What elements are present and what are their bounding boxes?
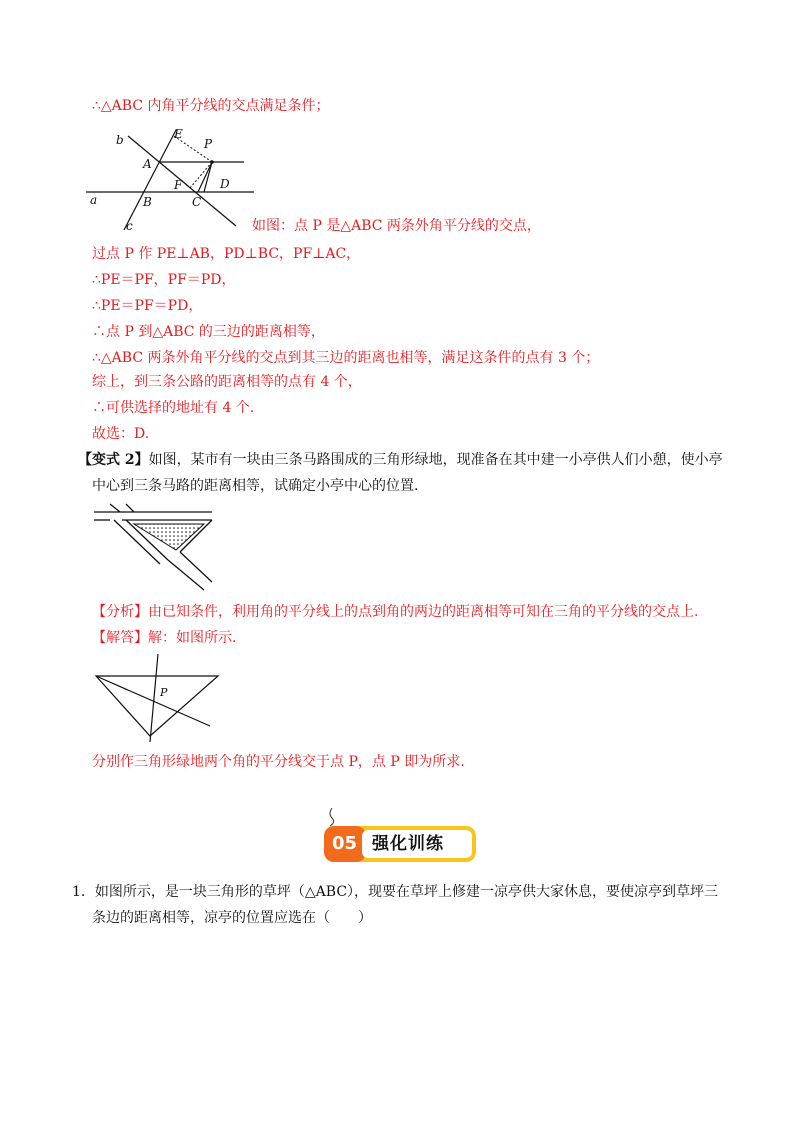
label-d: D (220, 177, 230, 191)
section-banner (322, 808, 478, 864)
solution-line-6: ∴点 P 到△ABC 的三边的距离相等， (92, 324, 325, 340)
solution-line-5: ∴PE＝PF＝PD， (92, 298, 203, 314)
figure-triangle-bisectors (92, 652, 224, 744)
label-f: F (174, 178, 183, 192)
answer-line: 故选：D. (92, 426, 150, 442)
banner-title: 强化训练 (372, 834, 444, 854)
label-a-line: a (90, 193, 98, 207)
figure-roads-triangle (92, 502, 220, 594)
solution-line-7: ∴△ABC 两条外角平分线的交点到其三边的距离也相等，满足这条件的点有 3 个； (92, 350, 600, 366)
solution-line-9: ∴可供选择的地址有 4 个. (92, 400, 255, 416)
exercise-1-line-1: 1．如图所示，是一块三角形的草坪（△ABC），现要在草坪上修建一凉亭供大家休息，要使凉亭到草坪三 (72, 884, 719, 900)
label-p: P (204, 137, 213, 151)
label-b-point: B (143, 195, 152, 209)
bisector-diagonal (96, 676, 210, 726)
label-p-fig3: P (160, 686, 168, 699)
analysis-line: 【分析】由已知条件，利用角的平分线上的点到角的两边的距离相等可知在三角的平分线的交点上. (92, 604, 699, 620)
solution-line-8: 综上，到三条公路的距离相等的点有 4 个， (92, 374, 362, 390)
point-p (210, 160, 214, 164)
solution-line-3: 过点 P 作 PE⊥AB，PD⊥BC，PF⊥AC， (92, 246, 361, 262)
solution-line: 【解答】解：如图所示. (92, 630, 237, 646)
solution-line-1: ∴△ABC 内角平分线的交点满足条件； (92, 98, 330, 114)
label-b: b (116, 133, 124, 147)
solution-line-4: ∴PE＝PF，PF＝PD， (92, 272, 236, 288)
bisector-vertical (150, 654, 158, 742)
variant2-q-text-1: 如图，某市有一块由三条马路围成的三角形绿地，现准备在其中建一小亭供人们小憩，使小亭 (148, 452, 723, 468)
variant2-question-line-2: 中心到三条马路的距离相等，试确定小亭中心的位置. (92, 478, 419, 494)
label-c-line: c (126, 219, 133, 233)
curl-icon (330, 808, 334, 826)
label-a-point: A (143, 157, 152, 171)
figure-angle-bisectors (86, 122, 256, 234)
line-c (124, 130, 176, 230)
variant2-question-line-1 (78, 450, 723, 470)
solution-line-2: 如图：点 P 是△ABC 两条外角平分线的交点， (252, 218, 541, 234)
label-c-point: C (192, 195, 202, 209)
variant2-tag: 【变式 2】 (78, 452, 149, 468)
banner-number: 05 (332, 833, 358, 854)
conclusion-line: 分别作三角形绿地两个角的平分线交于点 P，点 P 即为所求. (92, 754, 465, 770)
exercise-1-line-2: 条边的距离相等，凉亭的位置应选在（ ） (92, 910, 372, 926)
triangle-outline (96, 676, 218, 736)
label-e: E (174, 127, 183, 141)
